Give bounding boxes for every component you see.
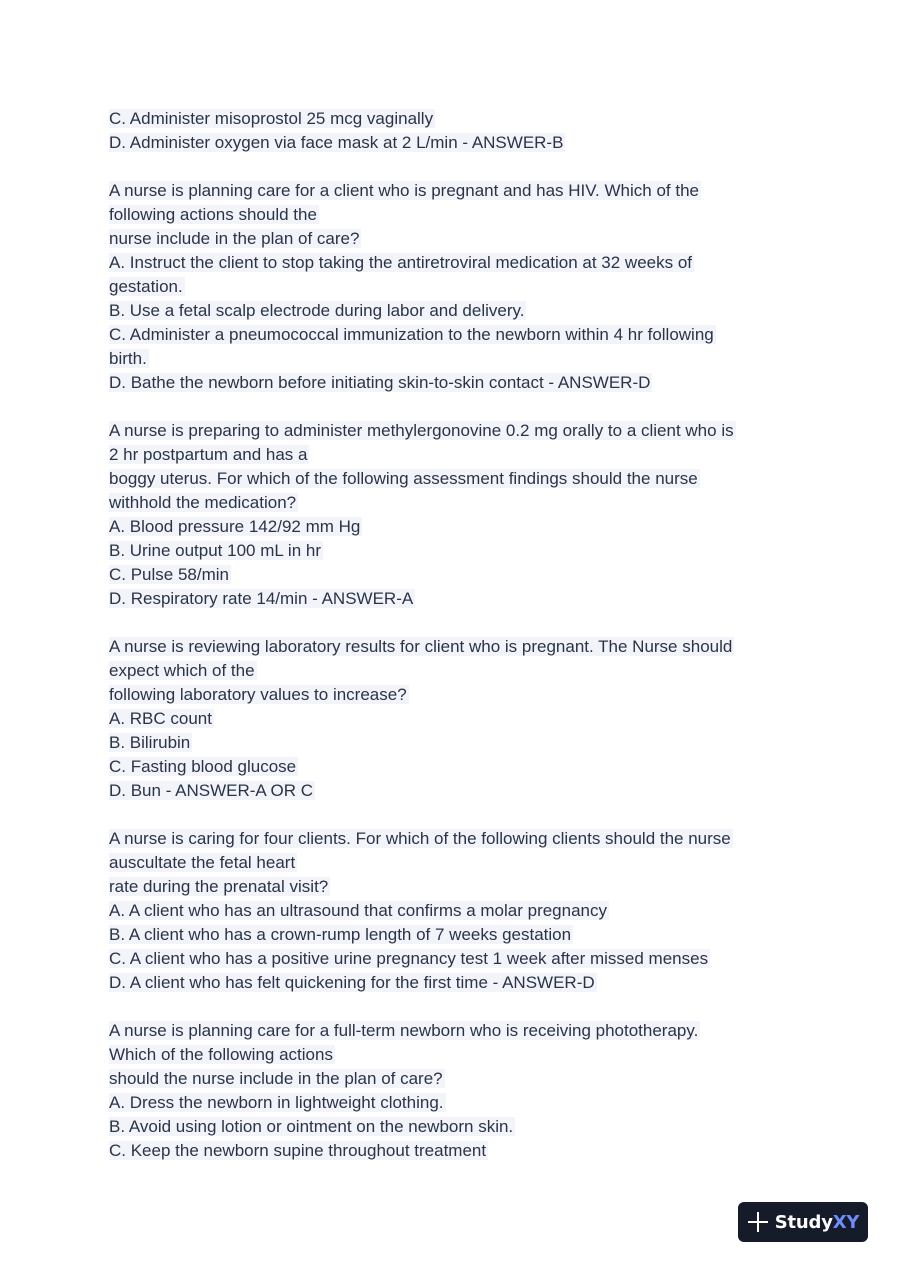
text-line: A nurse is caring for four clients. For which of the following clients should the nurse: [109, 829, 731, 848]
question-block: [109, 419, 799, 611]
logo-text-main: Study: [774, 1211, 833, 1233]
paragraph-gap: [109, 395, 799, 419]
text-line: 2 hr postpartum and has a: [109, 445, 308, 464]
text-line: rate during the prenatal visit?: [109, 877, 329, 896]
text-line: following laboratory values to increase?: [109, 685, 407, 704]
studyxy-logo[interactable]: [738, 1202, 868, 1242]
text-line: should the nurse include in the plan of care?: [109, 1069, 443, 1088]
text-line: A. Dress the newborn in lightweight clothing.: [109, 1093, 444, 1112]
text-line: D. Administer oxygen via face mask at 2 L/min - ANSWER-B: [109, 133, 564, 152]
text-line: birth.: [109, 349, 147, 368]
text-line: A nurse is planning care for a client who is pregnant and has HIV. Which of the: [109, 181, 699, 200]
text-line: C. Keep the newborn supine throughout treatment: [109, 1141, 487, 1160]
text-line: B. Use a fetal scalp electrode during labor and delivery.: [109, 301, 525, 320]
text-line: A nurse is planning care for a full-term newborn who is receiving phototherapy.: [109, 1021, 699, 1040]
text-line: C. Administer misoprostol 25 mcg vaginally: [109, 109, 434, 128]
question-block: [109, 1019, 799, 1163]
text-line: following actions should the: [109, 205, 317, 224]
text-line: A nurse is reviewing laboratory results for client who is pregnant. The Nurse should: [109, 637, 733, 656]
text-line: withhold the medication?: [109, 493, 297, 512]
text-line: Which of the following actions: [109, 1045, 333, 1064]
paragraph-gap: [109, 803, 799, 827]
text-line: auscultate the fetal heart: [109, 853, 296, 872]
text-line: A. RBC count: [109, 709, 212, 728]
text-line: gestation.: [109, 277, 183, 296]
document-page: [109, 107, 799, 1163]
text-line: D. Respiratory rate 14/min - ANSWER-A: [109, 589, 414, 608]
text-line: D. Bun - ANSWER-A OR C: [109, 781, 314, 800]
text-line: A. A client who has an ultrasound that confirms a molar pregnancy: [109, 901, 607, 920]
logo-text: [775, 1212, 860, 1233]
text-line: B. Urine output 100 mL in hr: [109, 541, 321, 560]
text-line: A nurse is preparing to administer methylergonovine 0.2 mg orally to a client who is: [109, 421, 734, 440]
text-line: C. Fasting blood glucose: [109, 757, 297, 776]
question-block: [109, 107, 799, 155]
paragraph-gap: [109, 611, 799, 635]
text-line: expect which of the: [109, 661, 255, 680]
logo-text-accent: XY: [832, 1211, 860, 1233]
text-line: A. Blood pressure 142/92 mm Hg: [109, 517, 361, 536]
text-line: C. A client who has a positive urine pregnancy test 1 week after missed menses: [109, 949, 709, 968]
text-line: boggy uterus. For which of the following assessment findings should the nurse: [109, 469, 698, 488]
text-line: C. Pulse 58/min: [109, 565, 229, 584]
text-line: nurse include in the plan of care?: [109, 229, 360, 248]
text-line: B. Bilirubin: [109, 733, 191, 752]
question-block: [109, 827, 799, 995]
paragraph-gap: [109, 995, 799, 1019]
plus-icon: [747, 1211, 769, 1233]
text-line: C. Administer a pneumococcal immunization to the newborn within 4 hr following: [109, 325, 714, 344]
text-line: B. Avoid using lotion or ointment on the newborn skin.: [109, 1117, 514, 1136]
text-line: B. A client who has a crown-rump length of 7 weeks gestation: [109, 925, 572, 944]
text-line: A. Instruct the client to stop taking the antiretroviral medication at 32 weeks of: [109, 253, 693, 272]
text-line: D. A client who has felt quickening for the first time - ANSWER-D: [109, 973, 595, 992]
text-line: D. Bathe the newborn before initiating skin-to-skin contact - ANSWER-D: [109, 373, 651, 392]
question-block: [109, 179, 799, 395]
question-block: [109, 635, 799, 803]
paragraph-gap: [109, 155, 799, 179]
